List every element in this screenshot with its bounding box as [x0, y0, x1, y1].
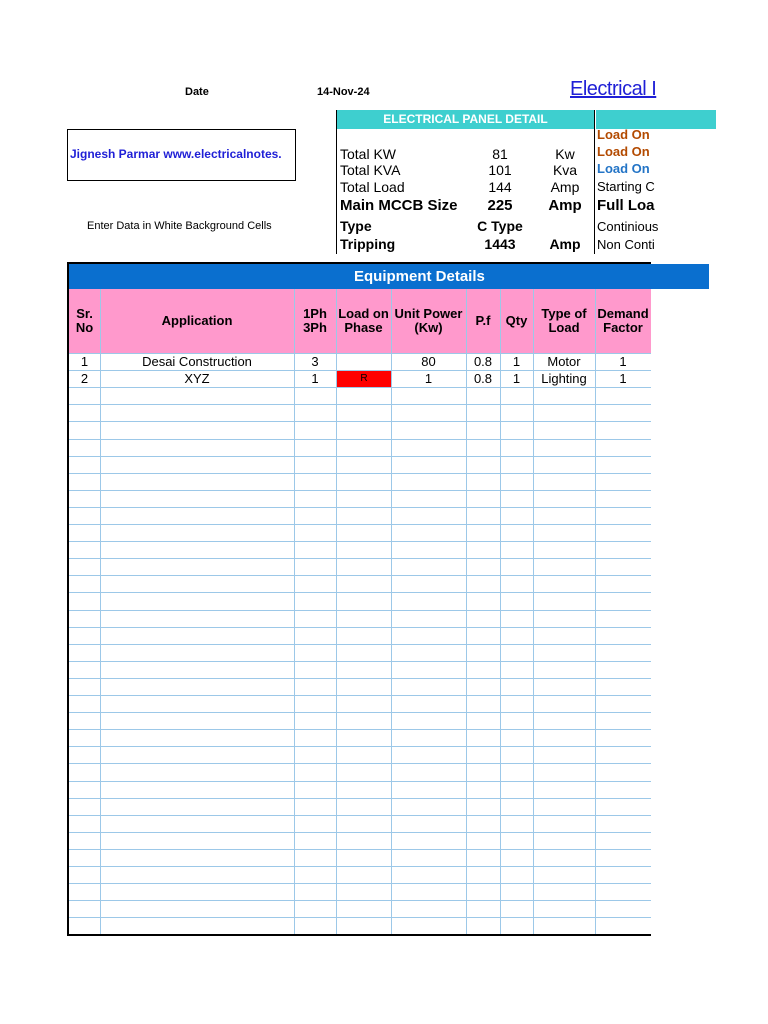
grid-row-line — [69, 610, 651, 611]
grid-row-line — [69, 798, 651, 799]
total-load-unit: Amp — [550, 179, 580, 195]
grid-row-line — [69, 421, 651, 422]
grid-row-line — [69, 456, 651, 457]
grid-row-line — [69, 644, 651, 645]
continious-label: Continious — [597, 219, 659, 234]
row1-pf[interactable]: 0.8 — [473, 354, 493, 369]
tripping-value: 1443 — [484, 236, 516, 252]
main-mccb-value: 225 — [487, 197, 513, 214]
panel-detail-heading: ELECTRICAL PANEL DETAIL — [337, 110, 594, 129]
grid-row-line — [69, 815, 651, 816]
col-pf: P.f — [475, 313, 491, 328]
panel-heading-ext — [651, 110, 709, 129]
starting-current-label: Starting C — [597, 179, 655, 194]
non-continious-label: Non Conti — [597, 237, 655, 252]
row2-application[interactable]: XYZ — [184, 371, 210, 386]
row1-type[interactable]: Motor — [547, 354, 581, 369]
grid-row-line — [69, 712, 651, 713]
table-border-bottom — [67, 934, 651, 936]
col-load-on-phase: Load on Phase — [338, 306, 389, 335]
grid-row-line — [69, 524, 651, 525]
load-on-b-label: Load On — [597, 161, 650, 176]
grid-row-line — [69, 781, 651, 782]
table-border-left — [67, 262, 69, 936]
grid-row-line — [69, 763, 651, 764]
col-phase-count: 1Ph 3Ph — [303, 306, 327, 335]
main-mccb-label: Main MCCB Size — [340, 197, 458, 214]
col-qty: Qty — [505, 313, 528, 328]
grid-row-line — [69, 507, 651, 508]
row1-qty[interactable]: 1 — [512, 354, 521, 369]
table-border-top — [67, 262, 651, 264]
grid-row-line — [69, 404, 651, 405]
grid-row-line — [69, 439, 651, 440]
row1-sr[interactable]: 1 — [80, 354, 89, 369]
tripping-unit: Amp — [549, 236, 581, 252]
row2-phase-count[interactable]: 1 — [311, 371, 319, 386]
grid-row-line — [69, 832, 651, 833]
sheet-title: Electrical I — [570, 78, 657, 100]
grid-row-line — [69, 473, 651, 474]
grid-row-line — [69, 849, 651, 850]
equipment-heading-ext — [651, 264, 709, 289]
grid-row-line — [69, 558, 651, 559]
grid-row-line — [69, 627, 651, 628]
row2-load-on-phase[interactable]: R — [337, 371, 391, 387]
date-value[interactable]: 14-Nov-24 — [317, 86, 370, 98]
grid-row-line — [69, 695, 651, 696]
row1-application[interactable]: Desai Construction — [142, 354, 252, 369]
load-on-y-label: Load On — [597, 144, 650, 159]
full-load-label: Full Loa — [597, 197, 655, 214]
grid-row-line — [69, 541, 651, 542]
grid-row-line — [69, 490, 651, 491]
grid-row-line — [69, 746, 651, 747]
total-kva-unit: Kva — [552, 162, 578, 178]
row2-type[interactable]: Lighting — [541, 371, 587, 386]
grid-row-line — [69, 661, 651, 662]
grid-row-line — [69, 592, 651, 593]
grid-row-line — [69, 575, 651, 576]
row2-demand[interactable]: 1 — [619, 371, 627, 386]
col-demand-factor: Demand Factor — [597, 306, 649, 335]
total-kw-label: Total KW — [340, 146, 397, 162]
tripping-label: Tripping — [340, 236, 396, 252]
panel-border-mid — [594, 110, 595, 254]
col-sr-no: Sr. No — [75, 306, 94, 335]
row2-pf[interactable]: 0.8 — [473, 371, 493, 386]
date-label: Date — [185, 86, 209, 98]
col-unit-power: Unit Power (Kw) — [394, 306, 463, 335]
col-application: Application — [161, 313, 233, 328]
total-kw-unit: Kw — [555, 146, 575, 162]
row2-qty[interactable]: 1 — [512, 371, 521, 386]
type-value: C Type — [477, 218, 523, 234]
grid-row-line — [69, 678, 651, 679]
equipment-details-heading — [69, 264, 709, 289]
author-link[interactable]: Jignesh Parmar www.electricalnotes. — [70, 147, 282, 161]
grid-row-line — [69, 900, 651, 901]
row1-phase-count[interactable]: 3 — [311, 354, 319, 369]
type-label: Type — [340, 218, 372, 234]
grid-row-line — [69, 387, 651, 388]
total-load-value: 144 — [488, 179, 512, 195]
total-kw-value: 81 — [492, 146, 508, 162]
equipment-details-title: Equipment Details — [354, 268, 485, 285]
row1-unit-power[interactable]: 80 — [421, 354, 436, 369]
row2-sr[interactable]: 2 — [80, 371, 89, 386]
grid-row-line — [69, 866, 651, 867]
grid-row-line — [69, 917, 651, 918]
row1-demand[interactable]: 1 — [619, 354, 627, 369]
col-type-of-load: Type of Load — [541, 306, 587, 335]
total-kva-value: 101 — [488, 162, 512, 178]
row2-unit-power[interactable]: 1 — [424, 371, 433, 386]
instruction-text: Enter Data in White Background Cells — [87, 220, 272, 232]
total-kva-label: Total KVA — [340, 162, 401, 178]
total-load-label: Total Load — [340, 179, 405, 195]
main-mccb-unit: Amp — [548, 197, 582, 214]
load-on-r-label: Load On — [597, 127, 650, 142]
panel-border-left — [336, 110, 337, 254]
grid-row-line — [69, 729, 651, 730]
grid-row-line — [69, 883, 651, 884]
